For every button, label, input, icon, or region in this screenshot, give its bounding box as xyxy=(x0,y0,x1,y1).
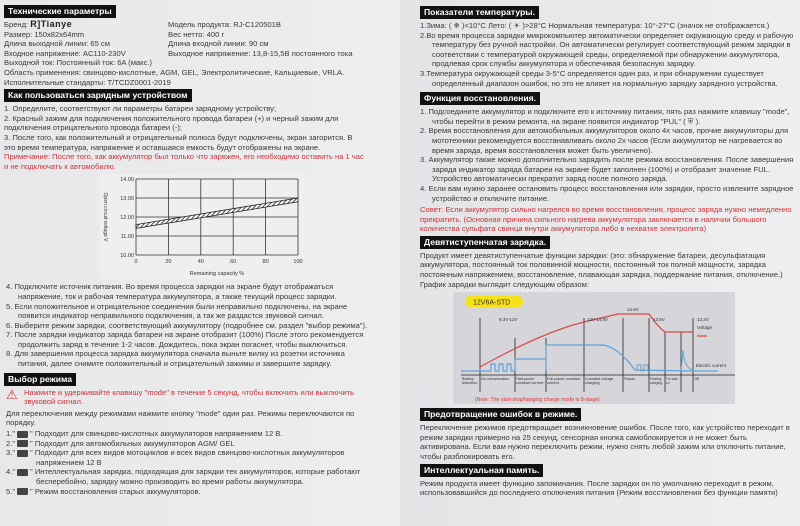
x-tick-label: 60 xyxy=(230,259,237,266)
warning-icon: ⚠ xyxy=(6,386,18,402)
section-title-tech: Технические параметры xyxy=(4,5,116,18)
x-tick-label: 0 xyxy=(134,259,138,266)
y-tick-label: 14.00 xyxy=(120,177,134,184)
svg-text:Voltage: Voltage xyxy=(697,325,713,331)
section-title-temp: Показатели температуры. xyxy=(420,6,539,19)
section-title-usage: Как пользоваться зарядным устройством xyxy=(4,89,192,102)
mode-section: ⚠ Нажмите и удерживайте клавишу "mode" в течение 5 секунд, чтобы включить или выключить звуковой сигнал. Для переключения между режимами нажмите кнопку "mode" один раз. Режимы переключаются по порядку. 1." " Подходит для свинцово-кислотных аккумуляторов напряжением 12 В. 2." " Подходит для автомобильных аккумуляторов AGM/ GEL 3." " Подходит для всех видов мотоциклов и всех видов свинцово-кислотных аккумуляторов напряжением 12 В 4." " Интеллектуальная зарядка, подходящая для зарядки тех аккумуляторов, которые работают бесперебойно, зарядку можно производить во время работы аккумулятора. 5." " Режим восстановления старых аккумуляторов. xyxy=(4,388,379,497)
mode-list xyxy=(6,429,379,496)
svg-text:9.3V-12V: 9.3V-12V xyxy=(499,317,518,323)
mode-item: 1." " Подходит для свинцово-кислотных аккумуляторов напряжением 12 В. xyxy=(6,429,283,439)
svg-text:13.2V: 13.2V xyxy=(697,317,709,323)
temp-list: 1.Зима: ( ❄ )<10°C Лето: ( ☀ )>28°C Нормальная температура: 10°-27°C (значок не отображается.) 2.Во время процесса зарядки микрокомпьютер автоматически определяет окружающую среду и рабочую температуру без ручной настройки. Он автоматически регулирует соответствующий режим зарядки в соответствии с температурой окружающей среды, определяемой при обнаружении аккумулятора, продлевая срок службы аккумулятора и обеспечивая безопасную зарядку. 3.Температура окружающей среды 3-5°C определяется один раз, и при обнаружении существует определенный диапазон ошибок, но это не влияет на нормальную зарядку зарядного устройства. xyxy=(420,21,794,88)
charging-curve-figure xyxy=(453,292,735,404)
svg-text:Electric current: Electric current xyxy=(696,363,727,369)
brand-logo: R]Tianye xyxy=(30,19,73,29)
usage-steps-2: 4. Подключите источник питания. Во время процесса зарядки на экране будут отображаться напряжение, ток и рабочая температура аккумулятора, а также текущий процесс зарядки. 5. Если положительное и отрицательное соединения были неправильно подключены, на экране появится индикатор неправильного подключения, а так же раздастся звуковой сигнал. 6. Выберите режим зарядки, соответствующий аккумулятору (подробнее см. раздел "выбор режима"). 7. После зарядки индикатор заряда батареи на экране отобразит (100%) После этого рекомендуется продолжить заряд в течение 1-2 часов. Дождитесь, пока экран погаснет, чтобы выключиться. 8. Для завершения процесса зарядка аккумулятора сначала выньте вилку из розетки источника питания, далее снимите положительный и отрицательный зажимы и завершите зарядку. xyxy=(6,282,368,369)
y-tick-label: 13.00 xyxy=(120,196,134,203)
y-tick-label: 11.00 xyxy=(120,234,134,241)
section-title-memory: Интеллектуальная память. xyxy=(420,464,543,477)
smart-charge-icon xyxy=(17,469,28,476)
section-title-repair: Функция восстановления. xyxy=(420,92,540,105)
mode-item: 3." " Подходит для всех видов мотоциклов и всех видов свинцово-кислотных аккумуляторов напряжением 12 В xyxy=(6,448,345,467)
svg-text:14.8V: 14.8V xyxy=(627,307,639,313)
section-title-mode: Выбор режима xyxy=(4,373,76,386)
x-tick-label: 100 xyxy=(293,259,303,266)
right-page xyxy=(400,0,800,526)
mode-item: 5." " Режим восстановления старых аккумуляторов. xyxy=(6,486,201,496)
stage-label: Half-power constant current xyxy=(516,377,544,386)
x-tick-label: 20 xyxy=(165,259,172,266)
y-tick-label: 12.00 xyxy=(120,215,134,222)
stage-label: Battery detection xyxy=(462,377,478,386)
stage-label: Off xyxy=(694,377,699,382)
stage-label: De-vulcanization xyxy=(481,377,510,382)
tip-text: Совет: Если аккумулятор сильно нагрелся во время восстановления, процесс заряда нужно немедленно прекратить. (Основная причина сильного нагрева аккумулятора заключается в наличии большого количества сульфата свинца внутри аккумулятора либо в нехватке электролита) xyxy=(420,205,792,234)
x-tick-label: 40 xyxy=(197,259,204,266)
section-title-nine-stage: Девятиступенчатая зарядка. xyxy=(420,236,550,249)
x-axis-label: Remaining capacity % xyxy=(189,271,245,278)
motorcycle-icon xyxy=(17,450,28,457)
repair-shield-icon xyxy=(17,488,28,495)
x-tick-label: 80 xyxy=(262,259,269,266)
stage-label: Constant voltage charging xyxy=(585,377,614,386)
stage-label: Repair xyxy=(624,377,636,382)
svg-text:12V6A-STD: 12V6A-STD xyxy=(473,299,511,307)
ocv-chart xyxy=(100,174,305,279)
section-title-prevent: Предотвращение ошибок в режиме. xyxy=(420,408,581,421)
y-tick-label: 10.00 xyxy=(120,253,134,260)
usage-steps: 1. Определите, соответствуют ли параметры батареи зарядному устройству; 2. Красный зажим для подключения положительного провода батареи (+) и черный зажим для подключения отрицательного провода батареи (-); 3. После того, как положительный и отрицательный полюса будут подключены, экран загорится. В это время температура, напряжение и оставшаяся емкость будут отображены на экране. Примечание: После того, как аккумулятор был только что заряжен, его необходимо оставить на 1 час и не подключать к автомобилю. xyxy=(4,104,364,171)
nine-stage-text: Продукт имеет девятиступенчатые функции зарядки: (это: обнаружение батареи, десульфатация аккумулятора, постоянный ток половинной мощности, постоянный ток полной мощности, зарядка постоянным напряжением, восстановление, плавающая зарядка, поддержание питания, отключение.) График зарядки выглядит следующим образом: xyxy=(420,250,783,289)
battery-icon xyxy=(17,440,28,447)
prevent-text: Переключение режимов предотвращает возникновение ошибок. После того, как устройство переходит в режим зарядки примерно на 25 секунд, сенсорная кнопка самоблокируется и не может быть активирована. Если вам нужно переключить режим, нужно снять любой зажим или отключить питание, чтобы разблокировать его. xyxy=(420,423,790,462)
memory-text: Режим продукта имеет функцию запоминания. После зарядки он по умолчанию переходит в режим, использовавшийся до последнего отключения питания (Режим восстановления без функции памяти) xyxy=(420,478,778,498)
chart-note: (Note: The start-stop/hanging charge mode is 8-stage) xyxy=(475,397,600,404)
svg-text:12V-14.8V: 12V-14.8V xyxy=(587,317,609,323)
stage-label: Full-power constant current xyxy=(547,377,581,386)
mode-item: 2." " Подходит для автомобильных аккумуляторов AGM/ GEL xyxy=(6,438,235,448)
y-axis-label: Open circuit voltage V xyxy=(102,192,108,242)
stage-label: Floating charging xyxy=(650,377,663,386)
svg-text:13.8V: 13.8V xyxy=(653,317,665,323)
charging-curve-chart xyxy=(453,292,735,404)
stage-label: For sale-on xyxy=(666,377,679,386)
mode-item: 4." " Интеллектуальная зарядка, подходящая для зарядки тех аккумуляторов, которые работают бесперебойно, зарядку можно производить во время работы аккумулятора. xyxy=(6,467,361,486)
note-text: Примечание: После того, как аккумулятор был только что заряжен, его необходимо оставить на 1 час и не подключать к автомобилю. xyxy=(4,152,364,171)
tech-specs: Бренд: R]Tianye Модель продукта: RJ-C120501B Размер: 150x82x64mm Вес нетто: 400 г Длина выходной линии: 65 см Длина входной линии: 90 см Входное напряжение: AC110-230V Выходное напряжение: 13,8-15,5В постоянного тока Выходной ток: Постоянный ток: 6A (макс.) Область применения: свинцово-кислотные, AGM, GEL, Электролитические, Кальциевые, VRLA. Исполнительные стандарты: T/TCDZ0001-2019 xyxy=(4,19,353,87)
car-icon xyxy=(17,431,28,438)
repair-list: 1. Подсоедините аккумулятор и подключите его к источнику питания, пять раз нажмите клавишу "mode", чтобы перейти в режим ремонта, на экране появится индикатор "PUL" ( ⛨ ). 2. Время восстановления для автомобильных аккумуляторов около 4х часов, прочие аккумуляторы для мототехники рекомендуется восстанавливать около 2х часов (Если аккумулятор не нагревается во время заряда, время восстановления может быть увеличено). 3. Аккумулятор также можно дополнительно зарядить после режима восстановления. После завершения заряда индикатор заряда батареи на экране будет заполнен (100%) и отобразит значение FUL. Устройство автоматически прекратит заряд после полного заряда. 4. Если вам нужно заранее остановить процесс восстановления или зарядки, просто извлеките зарядное устройство и отключите питание. Совет: Если аккумулятор сильно нагрелся во время восстановления, процесс заряда нужно немедленно прекратить. (Основная причина сильного нагрева аккумулятора заключается в наличии большого количества сульфата свинца внутри аккумулятора либо в нехватке электролита) xyxy=(420,107,796,234)
